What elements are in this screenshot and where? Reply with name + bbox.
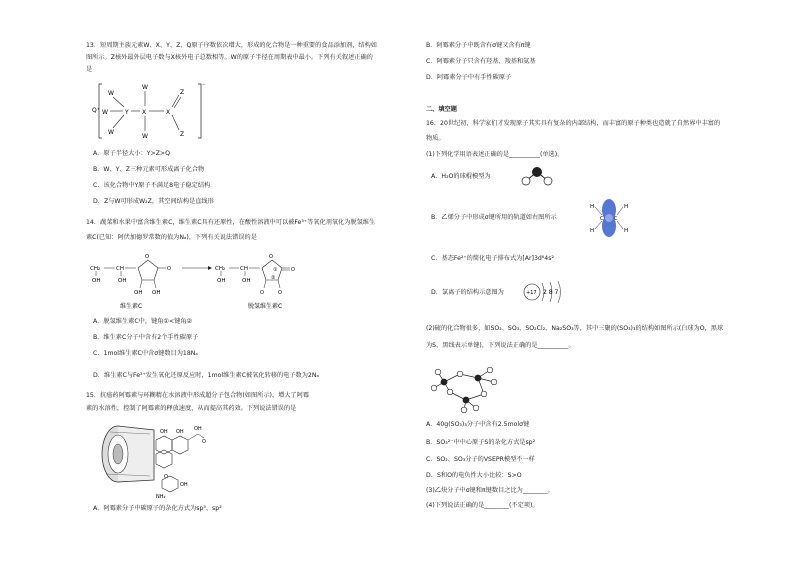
q14-mark-1: ① — [273, 267, 278, 273]
q13-W1: W — [108, 90, 114, 97]
q14-right-CH: CH — [240, 266, 248, 272]
q14-right-OH1: OH — [217, 278, 226, 284]
q14-left-ringO: O — [145, 254, 149, 260]
q14-right-O2: O — [260, 290, 264, 296]
q15-O2: O — [164, 474, 168, 480]
q16-stem-line1: 16．20世纪初，科学家们才发现原子其实具有复杂的内部结构，而丰富的原子种类也造就了自然界中丰富的 — [426, 120, 721, 127]
q16-sub1: (1)下列化学用语表述正确的是__________(单选)。 — [426, 151, 564, 158]
q14-right-CH2: CH₂ — [215, 266, 226, 272]
q14-right-ringO: O — [269, 254, 273, 260]
q13-charge: ⁻ — [202, 83, 206, 90]
q14-left-CH: CH — [116, 266, 124, 272]
q14-option-d: D．维生素C与Fe³⁺发生氧化还原反应时，1mol维生素C被氧化转移的电子数为2Nₐ — [93, 372, 319, 379]
q13-X1: X — [142, 109, 147, 116]
q15-stem-line2: 素的水溶性，控制了阿霉素的释放速度，从而提高其药效。下列说法错误的是 — [86, 405, 297, 412]
q14-option-c: C．1mol维生素C中含σ键数目为18Nₐ — [93, 350, 198, 357]
q15-stem-line1: 15．抗癌药阿霉素与环糊精在水溶液中形成超分子包合物(如图所示)，增大了阿霉 — [86, 392, 310, 399]
q16-sub2-line2: 为S，黑线表示单键)，下列说法正确的是__________。 — [426, 342, 575, 349]
ethylene-H1: H — [590, 204, 595, 210]
q13-W5: W — [102, 109, 108, 116]
q16-option-c: C．基态Fe²⁺的简化电子排布式为[Ar]3d⁶4s² — [431, 255, 554, 262]
q14-left-carbonylO: O — [167, 266, 171, 272]
q13-Y: Y — [125, 109, 129, 116]
q14-stem-line1: 14．蔬菜和水果中富含维生素C，维生素C具有还原性，在酸性溶液中可以被Fe³⁺等氧化剂氧化为脱氢维生 — [86, 219, 376, 226]
q14-option-b: B．维生素C分子中含有2个手性碳原子 — [93, 334, 199, 341]
q16-option-a: A．H₂O的球棍模型为 — [431, 173, 491, 180]
q13-W4: W — [142, 133, 148, 140]
q15-OH3: OH — [194, 426, 202, 432]
q14-left-OH3: OH — [134, 290, 143, 296]
ethylene-H2: H — [590, 228, 595, 234]
q16-option-d: D．氯离子的结构示意图为 — [431, 289, 504, 296]
ethylene-C1: C — [600, 216, 604, 222]
q13-option-a: A．原子半径大小：Y>Z>Q — [93, 150, 170, 157]
q13-stem-line1: 13．短周期主族元素W、X、Y、Z、Q原子序数依次增大，形成的化合物是一种重要的食品添加剂，结构如 — [86, 42, 377, 49]
q15-OH2: OH — [176, 429, 184, 435]
so3-trimer-structure — [430, 356, 506, 414]
chloride-nucleus: +17 — [526, 290, 537, 296]
ethylene-C2: C — [614, 216, 618, 222]
q13-structure-figure — [90, 80, 210, 142]
q16-sub4: (4)下列说法正确的是________(不定项)。 — [426, 502, 539, 509]
q14-stem-line2: 素C(已知：阿伏加德罗常数的值为Nₐ)，下列有关说法错误的是 — [86, 234, 257, 241]
q14-left-OH2: OH — [118, 278, 127, 284]
q14-label-dehydro: 脱氢维生素C — [248, 303, 283, 310]
section-heading: 二、填空题 — [426, 106, 457, 113]
q13-W3: W — [142, 84, 148, 91]
q16-sub2-option-c: C．SO₂、SO₃分子的VSEPR模型不一样 — [426, 456, 535, 463]
q14-mark-2: ② — [271, 275, 276, 281]
chloride-structure-diagram — [522, 280, 574, 304]
q14-left-OH4: OH — [152, 290, 161, 296]
q15-option-a: A．阿霉素分子中碳原子的杂化方式为sp³、sp² — [93, 505, 222, 512]
chloride-shells: 2 8 7 — [543, 289, 559, 296]
q13-stem-line3: 是 — [86, 66, 93, 73]
q15-option-d: D．阿霉素分子中有手性碳原子 — [426, 74, 512, 81]
q13-Z2: Z — [180, 131, 185, 138]
q16-stem-line2: 物质。 — [426, 135, 445, 142]
q13-option-c: C．该化合物中Y原子不满足8电子稳定结构 — [93, 182, 211, 189]
q14-right-O1: O — [291, 267, 295, 273]
q14-label-vitc: 维生素C — [120, 303, 143, 310]
q14-right-O3: O — [278, 290, 282, 296]
q14-reaction-figure — [90, 250, 310, 312]
q16-sub2-option-d: D．S和O的电负性大小比较：S>O — [426, 472, 522, 479]
q14-right-OH2: OH — [242, 278, 251, 284]
q16-sub2-option-a: A．40g(SO₃)₃分子中含有2.5molσ键 — [426, 421, 530, 428]
q16-sub2-line1: (2)硫的化合物很多，如SO₂、SO₃、SO₂Cl₂、Na₂SO₃等，其中三聚的(SO₃)₃的结构如图所示(白球为O，黑球 — [426, 325, 724, 332]
q15-OH4: OH — [180, 482, 188, 488]
q16-sub3: (3)乙炔分子中σ键和π键数目之比为________。 — [426, 487, 554, 494]
q13-W2: W — [108, 129, 114, 136]
q15-inclusion-complex-figure — [96, 418, 216, 500]
q15-option-b: B．阿霉素分子中既含有σ键又含有π键 — [426, 42, 531, 49]
q13-X2: X — [166, 109, 171, 116]
q13-Z1: Z — [180, 89, 185, 96]
q15-NH2: NH₂ — [156, 494, 166, 500]
q13-Q-ion: Q⁺ — [92, 107, 100, 114]
ethylene-H4: H — [624, 228, 629, 234]
q13-option-b: B．W、Y、Z三种元素可形成离子化合物 — [93, 166, 205, 173]
q15-OH1: OH — [160, 429, 168, 435]
h2o-ball-stick-model — [519, 165, 555, 187]
q14-left-CH2: CH₂ — [90, 266, 101, 272]
q16-sub2-option-b: B．SO₃²⁻中中心原子S的杂化方式是sp² — [426, 439, 536, 446]
ethylene-H3: H — [624, 204, 629, 210]
q15-option-c: C．阿霉素分子只含有羟基、羧基和氨基 — [426, 58, 536, 65]
q13-stem-line2: 图所示。Z核外最外层电子数与X核外电子总数相等。W的原子半径在周期表中最小。下列有关叙述正确的 — [86, 54, 373, 61]
ethylene-sigma-orbital-figure — [584, 198, 634, 238]
q14-left-OH1: OH — [92, 278, 101, 284]
q16-option-b: B．乙烯分子中形成σ键所用的轨道如右图所示 — [431, 214, 557, 221]
q13-option-d: D．Z与W可形成W₂Z，其空间结构是直线形 — [93, 198, 214, 205]
q14-option-a: A．脱氢维生素C中，键角①<键角② — [93, 318, 193, 325]
q15-O1: O — [202, 439, 206, 445]
